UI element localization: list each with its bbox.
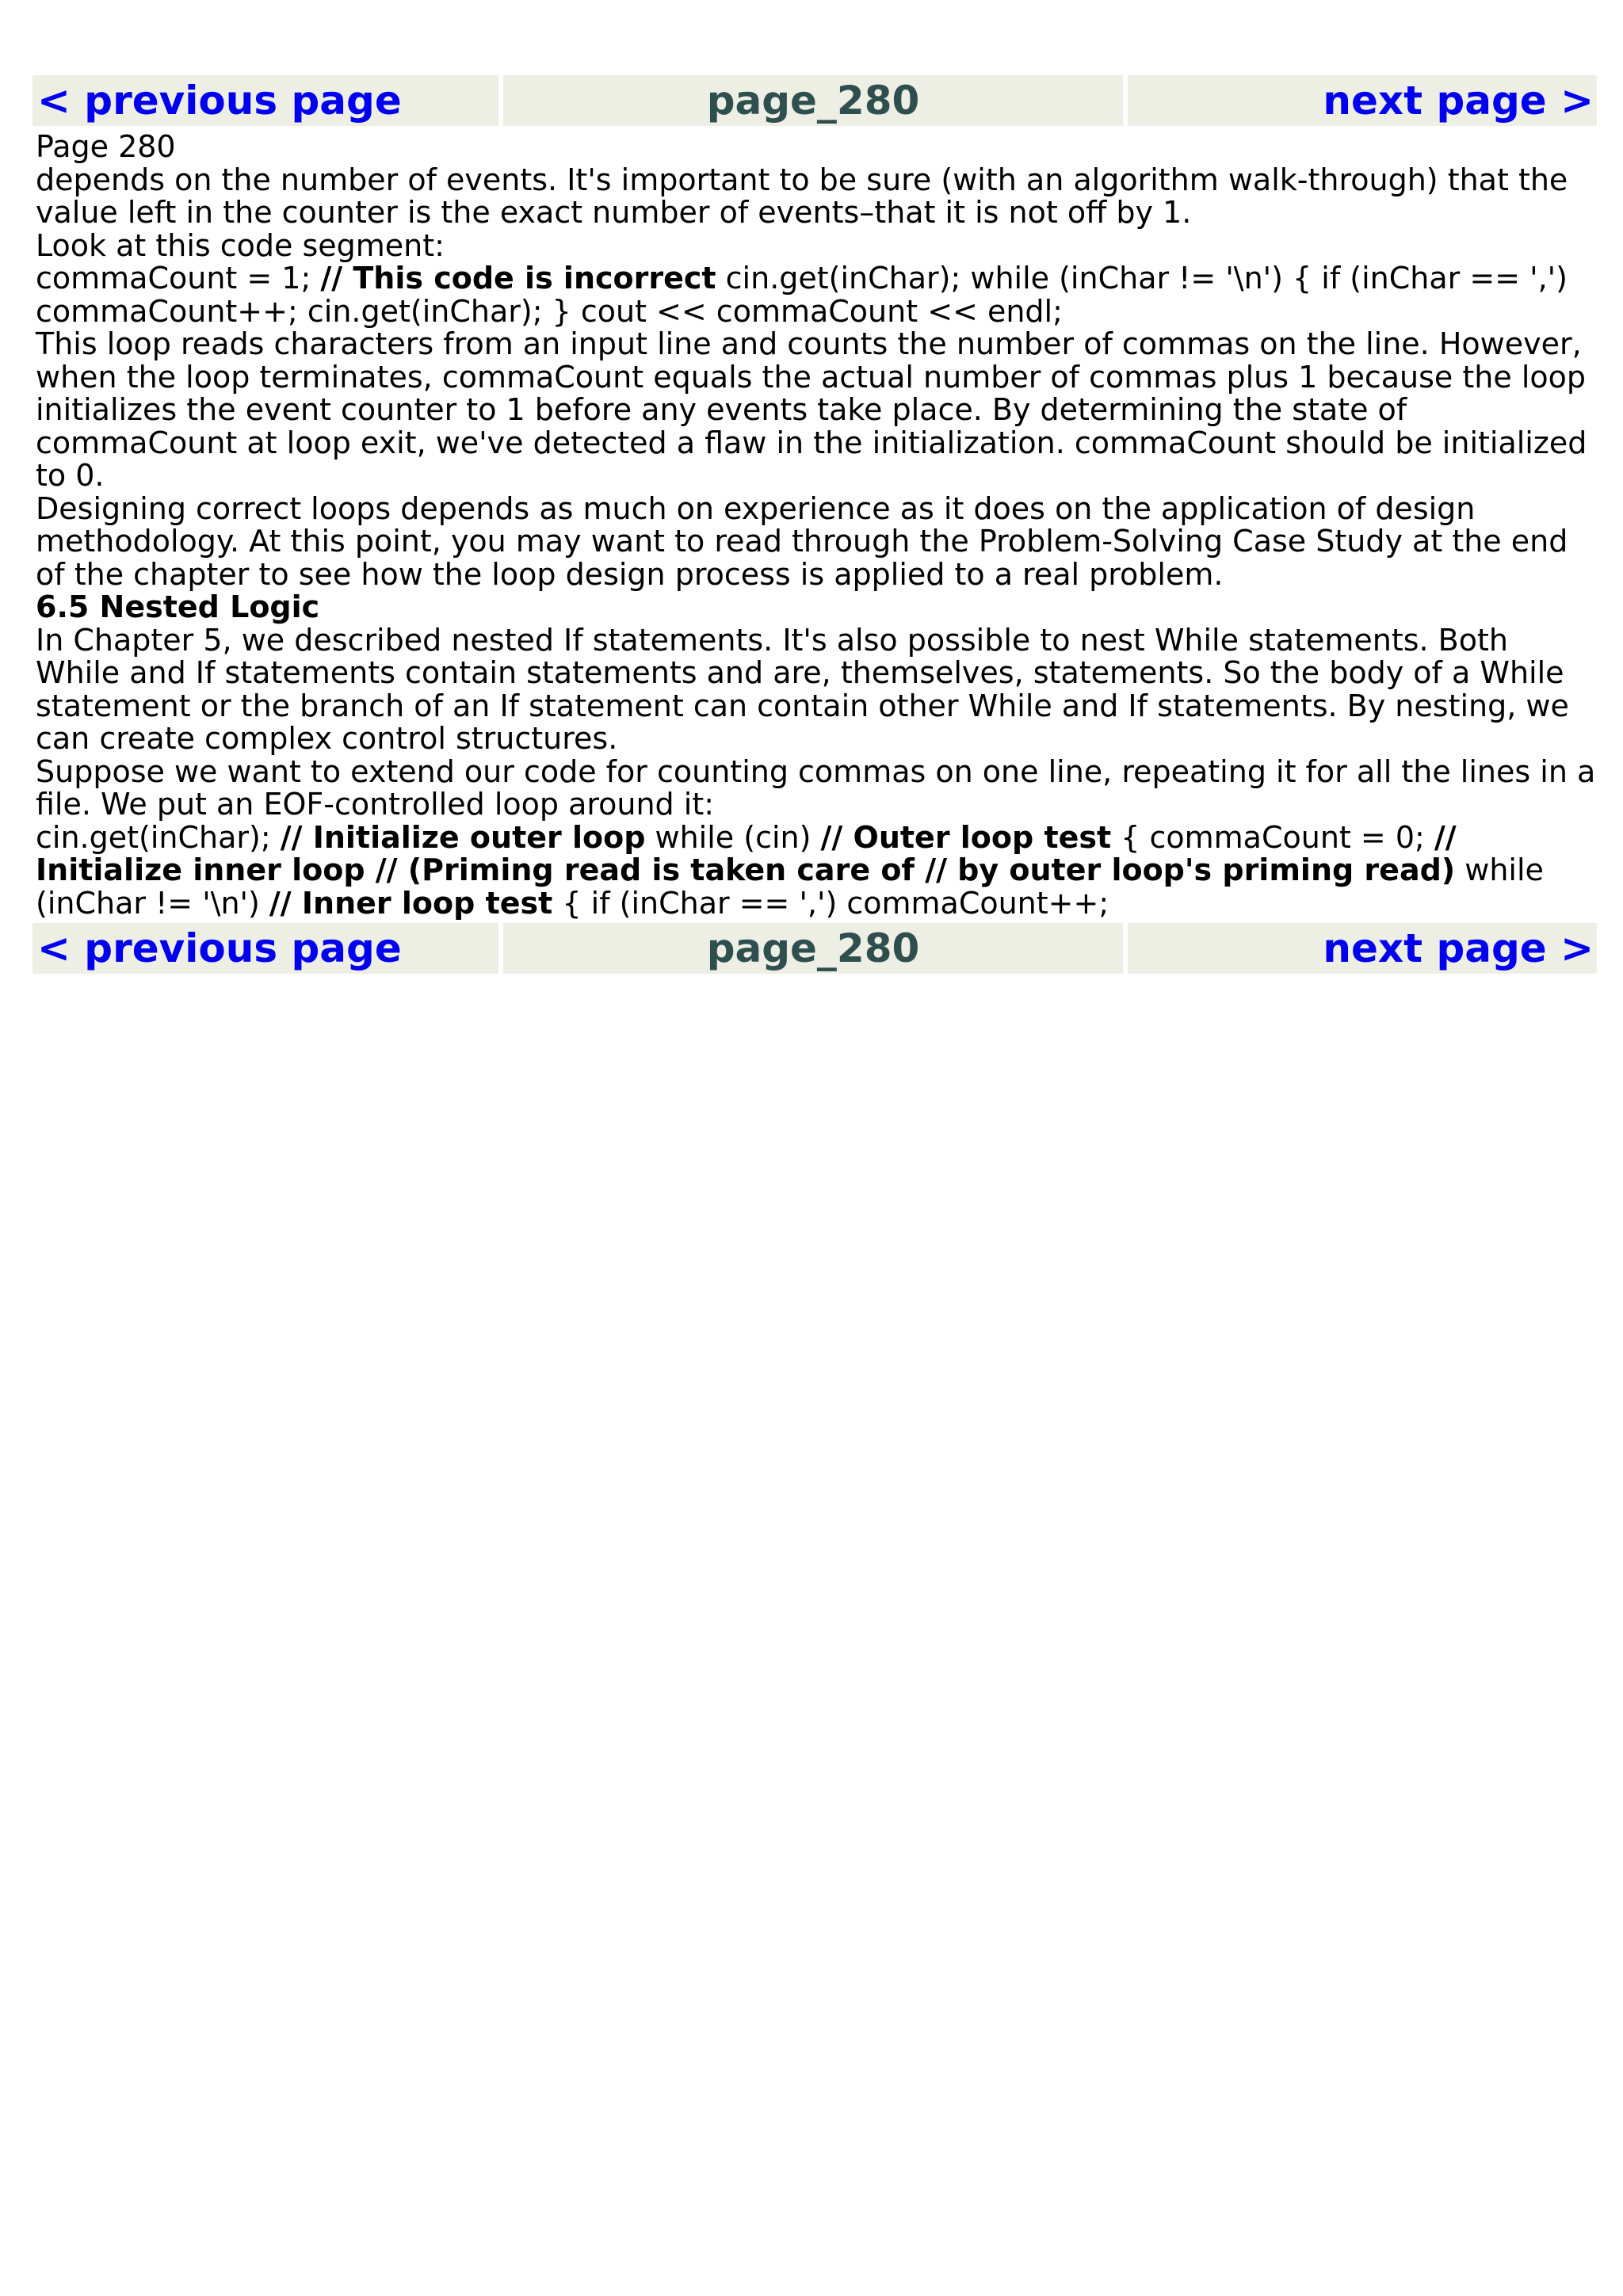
code-1-part-a: commaCount = 1; bbox=[36, 261, 321, 296]
top-prev-cell bbox=[32, 75, 498, 126]
code-1-comment: // This code is incorrect bbox=[320, 261, 716, 296]
code-segment-1 bbox=[36, 262, 1597, 328]
paragraph-4: Designing correct loops depends as much on experience as it does on the application of design methodology. At this point, you may want to read through the Problem-Solving Case Study at the end of the chapter to see how the loop design process is applied to a real problem. bbox=[36, 490, 1568, 592]
code-2-comment-inner-init: // Initialize inner loop // (Priming read is taken care of // by outer loop's priming read) bbox=[36, 819, 1457, 887]
page-container bbox=[32, 75, 1597, 974]
bottom-navigation-bar bbox=[32, 923, 1597, 974]
code-2-part-e: { commaCount = 0; bbox=[1111, 819, 1434, 855]
code-2-comment-outer-test: // Outer loop test bbox=[820, 819, 1112, 855]
code-1-part-c: cin.get(inChar); while (inChar != '\n') { if (inChar == ',') commaCount++; cin.get(inChar); } cout << commaCount << endl; bbox=[36, 261, 1568, 329]
code-2-comment-inner-test: // Inner loop test bbox=[269, 885, 553, 921]
paragraph-1: depends on the number of events. It's important to be sure (with an algorithm walk-through) that the value left in the counter is the exact number of events–that it is not off by 1. bbox=[36, 162, 1568, 230]
paragraph-6: Suppose we want to extend our code for counting commas on one line, repeating it for all the lines in a file. We put an EOF-controlled loop around it: bbox=[36, 753, 1596, 822]
page-content bbox=[32, 131, 1597, 920]
paragraph-2: Look at this code segment: bbox=[36, 227, 445, 263]
bottom-page-label: page_280 bbox=[503, 923, 1123, 974]
top-next-page-link[interactable]: next page > bbox=[1323, 78, 1594, 124]
code-2-part-a: cin.get(inChar); bbox=[36, 819, 281, 855]
top-next-cell bbox=[1128, 75, 1597, 126]
code-2-part-g: while (inChar != '\n') bbox=[36, 852, 1544, 921]
code-2-part-i: { if (inChar == ',') commaCount++; bbox=[552, 885, 1109, 921]
code-segment-2 bbox=[36, 819, 1597, 921]
bottom-previous-page-link[interactable]: < previous page bbox=[37, 925, 402, 971]
bottom-prev-cell bbox=[32, 923, 498, 974]
bottom-next-cell bbox=[1128, 923, 1597, 974]
top-page-label: page_280 bbox=[503, 75, 1123, 126]
code-2-comment-outer-init: // Initialize outer loop bbox=[280, 819, 646, 855]
section-heading: 6.5 Nested Logic bbox=[36, 589, 320, 624]
top-previous-page-link[interactable]: < previous page bbox=[37, 78, 402, 124]
paragraph-3: This loop reads characters from an input line and counts the number of commas on the line. However, when the loop terminates, commaCount equals the actual number of commas plus 1 because the loop initializes the event counter to 1 before any events take place. By determining the state of commaCount at loop exit, we've detected a flaw in the initialization. commaCount should be initialized to 0. bbox=[36, 326, 1587, 493]
code-2-part-c: while (cin) bbox=[645, 819, 821, 855]
paragraph-5: In Chapter 5, we described nested If statements. It's also possible to nest While statements. Both While and If statements contain statements and are, themselves, statements. So the body of a While statement or the branch of an If statement can contain other While and If statements. By nesting, we can create complex control structures. bbox=[36, 622, 1569, 756]
page-number: Page 280 bbox=[36, 129, 176, 164]
top-navigation-bar bbox=[32, 75, 1597, 126]
bottom-next-page-link[interactable]: next page > bbox=[1323, 925, 1594, 971]
